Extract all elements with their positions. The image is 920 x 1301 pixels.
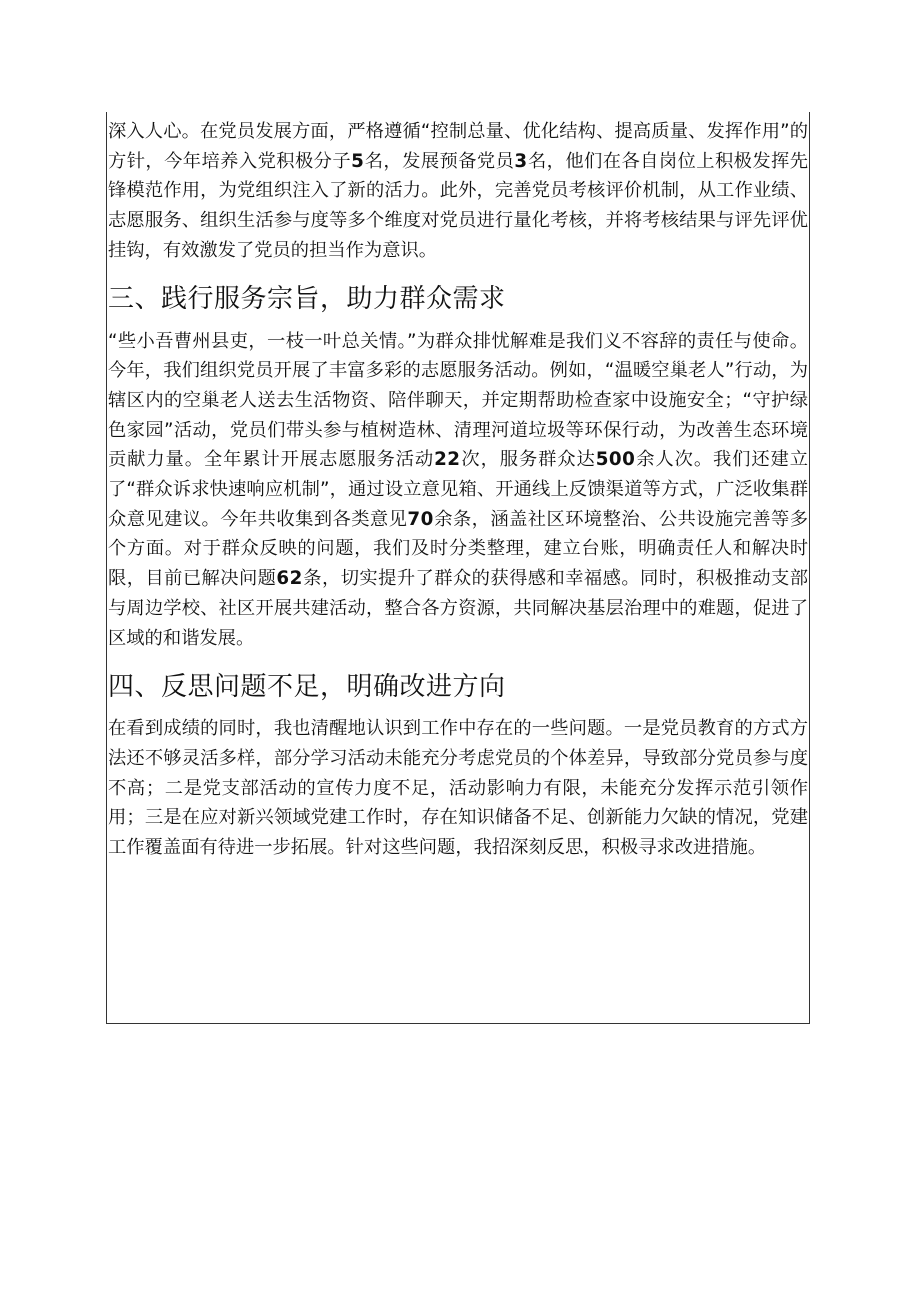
text-run: “些小吾曹州县吏，一枝一叶总关情。”为群众排忧解难是我们义不容辞的责任与使命。今年，我们组织党员开展了丰富多彩的志愿服务活动。例如，“温暖空巢老人”行动，为辖区内的空巢老人送去生活物资、陪伴聊天，并定期帮助检查家中设施安全；“守护绿色家园”活动，党员们带头参与植树造林、清理河道垃圾等环保行动，为改善生态环境贡献力量。全年累计开展志愿服务活动 <box>108 330 808 471</box>
number-issues-resolved: 62 <box>276 568 303 590</box>
text-run: 条，切实提升了群众的获得感和幸福感。同时，积极推动支部与周边学校、社区开展共建活动，整合各方资源，共同解决基层治理中的难题，促进了区域的和谐发展。 <box>108 568 809 649</box>
section-heading-service: 三、践行服务宗旨，助力群众需求 <box>108 283 506 314</box>
text-run: 余条，涵盖社区环境整治、公共设施完善等多个方面。对于群众反映的问题，我们及时分类整理，建立台账，明确责任人和解决时限，目前已解决问题 <box>108 508 809 590</box>
number-volunteer-activities: 22 <box>434 449 461 471</box>
paragraph-party-development <box>108 117 808 266</box>
text-run: 名，他们在各自岗位上积极发挥先锋模范作用，为党组织注入了新的活力。此外，完善党员考核评价机制，从工作业绩、志愿服务、组织生活参与度等多个维度对党员进行量化考核，并将考核结果与评先评优挂钩，有效激发了党员的担当作为意识。 <box>108 150 809 261</box>
paragraph-service <box>108 327 808 654</box>
text-run: 名，发展预备党员 <box>364 150 515 172</box>
text-run: 深入人心。在党员发展方面，严格遵循“控制总量、优化结构、提高质量、发挥作用”的方针，今年培养入党积极分子 <box>108 121 808 172</box>
text-run: 余人次。我们还建立了“群众诉求快速响应机制”，通过设立意见箱、开通线上反馈渠道等方式，广泛收集群众意见建议。今年共收集到各类意见 <box>108 449 809 530</box>
text-run: 次，服务群众达 <box>460 449 596 471</box>
number-activists: 5 <box>351 150 365 172</box>
number-opinions-collected: 70 <box>407 508 434 530</box>
number-people-served: 500 <box>595 449 636 471</box>
paragraph-reflection: 在看到成绩的同时，我也清醒地认识到工作中存在的一些问题。一是党员教育的方式方法还不够灵活多样，部分学习活动未能充分考虑党员的个体差异，导致部分党员参与度不高；二是党支部活动的宣传力度不足，活动影响力有限，未能充分发挥示范引领作用；三是在应对新兴领域党建工作时，存在知识储备不足、创新能力欠缺的情况，党建工作覆盖面有待进一步拓展。针对这些问题，我招深刻反思，积极寻求改进措施。 <box>108 718 808 859</box>
section-heading-reflection: 四、反思问题不足，明确改进方向 <box>108 672 506 703</box>
number-probationary-members: 3 <box>514 150 528 172</box>
document-body <box>108 117 808 863</box>
